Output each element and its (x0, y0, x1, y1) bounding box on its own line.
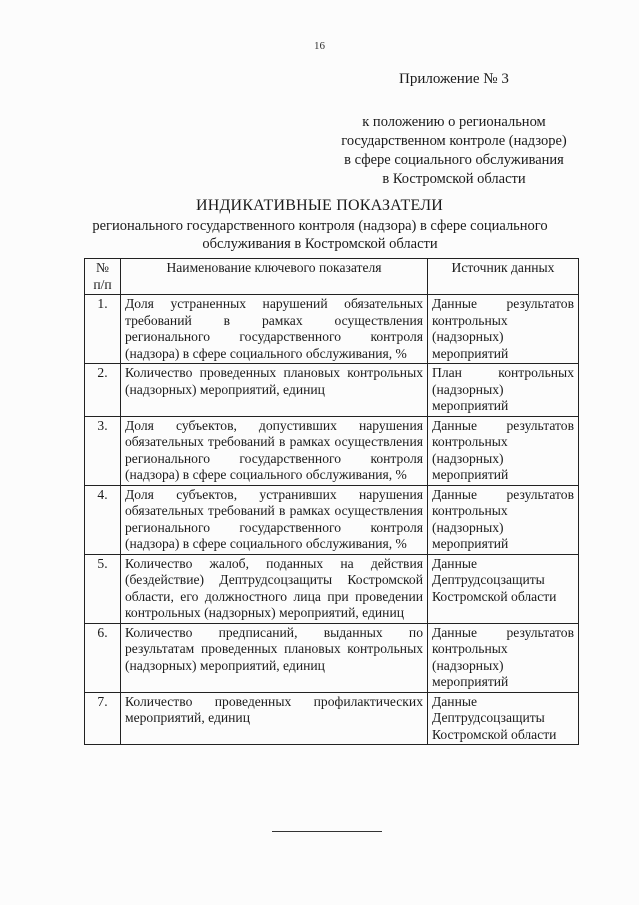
row-num: 7. (85, 692, 121, 745)
row-num: 5. (85, 554, 121, 623)
header-num: № п/п (85, 259, 121, 295)
table-row (85, 554, 579, 623)
row-name: Доля субъектов, устранивших нарушения обязательных требований в рамках осуществления регионального государственного контроля (надзора) в сфере социального обслуживания, % (121, 485, 428, 554)
header-name: Наименование ключевого показателя (121, 259, 428, 295)
row-name: Количество проведенных профилактических мероприятий, единиц (121, 692, 428, 745)
header-source: Источник данных (428, 259, 579, 295)
appendix-reference (330, 113, 578, 189)
table-row (85, 692, 579, 745)
row-source: План контрольных (надзорных) мероприятий (428, 364, 579, 417)
table-row (85, 416, 579, 485)
table-row (85, 623, 579, 692)
page-number: 16 (314, 40, 325, 52)
row-num: 3. (85, 416, 121, 485)
end-divider (272, 831, 382, 832)
row-num: 2. (85, 364, 121, 417)
row-name: Количество жалоб, поданных на действия (бездействие) Дептрудсоцзащиты Костромской области, его должностного лица при проведении контрольных (надзорных) мероприятий, единиц (121, 554, 428, 623)
row-name: Доля устраненных нарушений обязательных требований в рамках осуществления регионального государственного контроля (надзора) в сфере социального обслуживания, % (121, 295, 428, 364)
row-name: Доля субъектов, допустивших нарушения обязательных требований в рамках осуществления регионального государственного контроля (надзора) в сфере социального обслуживания, % (121, 416, 428, 485)
table-row (85, 485, 579, 554)
table-header-row (85, 259, 579, 295)
appendix-line: в сфере социального обслуживания (344, 152, 564, 168)
row-num: 4. (85, 485, 121, 554)
document-title: ИНДИКАТИВНЫЕ ПОКАЗАТЕЛИ (195, 197, 444, 214)
document-subtitle: регионального государственного контроля (надзора) в сфере социального обслуживания в Костромской области (92, 218, 548, 252)
appendix-line: в Костромской области (382, 171, 526, 187)
appendix-line: государственном контроле (надзоре) (341, 133, 567, 149)
row-name: Количество проведенных плановых контрольных (надзорных) мероприятий, единиц (121, 364, 428, 417)
table-row (85, 364, 579, 417)
row-source: Данные Дептрудсоцзащиты Костромской области (428, 692, 579, 745)
row-source: Данные результатов контрольных (надзорных) мероприятий (428, 623, 579, 692)
row-name: Количество предписаний, выданных по результатам проведенных плановых контрольных (надзорных) мероприятий, единиц (121, 623, 428, 692)
row-source: Данные результатов контрольных (надзорных) мероприятий (428, 295, 579, 364)
row-num: 6. (85, 623, 121, 692)
indicators-table (84, 258, 579, 745)
row-num: 1. (85, 295, 121, 364)
row-source: Данные результатов контрольных (надзорных) мероприятий (428, 485, 579, 554)
table-row (85, 295, 579, 364)
row-source: Данные Дептрудсоцзащиты Костромской области (428, 554, 579, 623)
row-source: Данные результатов контрольных (надзорных) мероприятий (428, 416, 579, 485)
appendix-label: Приложение № 3 (399, 71, 509, 87)
appendix-line: к положению о региональном (362, 114, 546, 130)
